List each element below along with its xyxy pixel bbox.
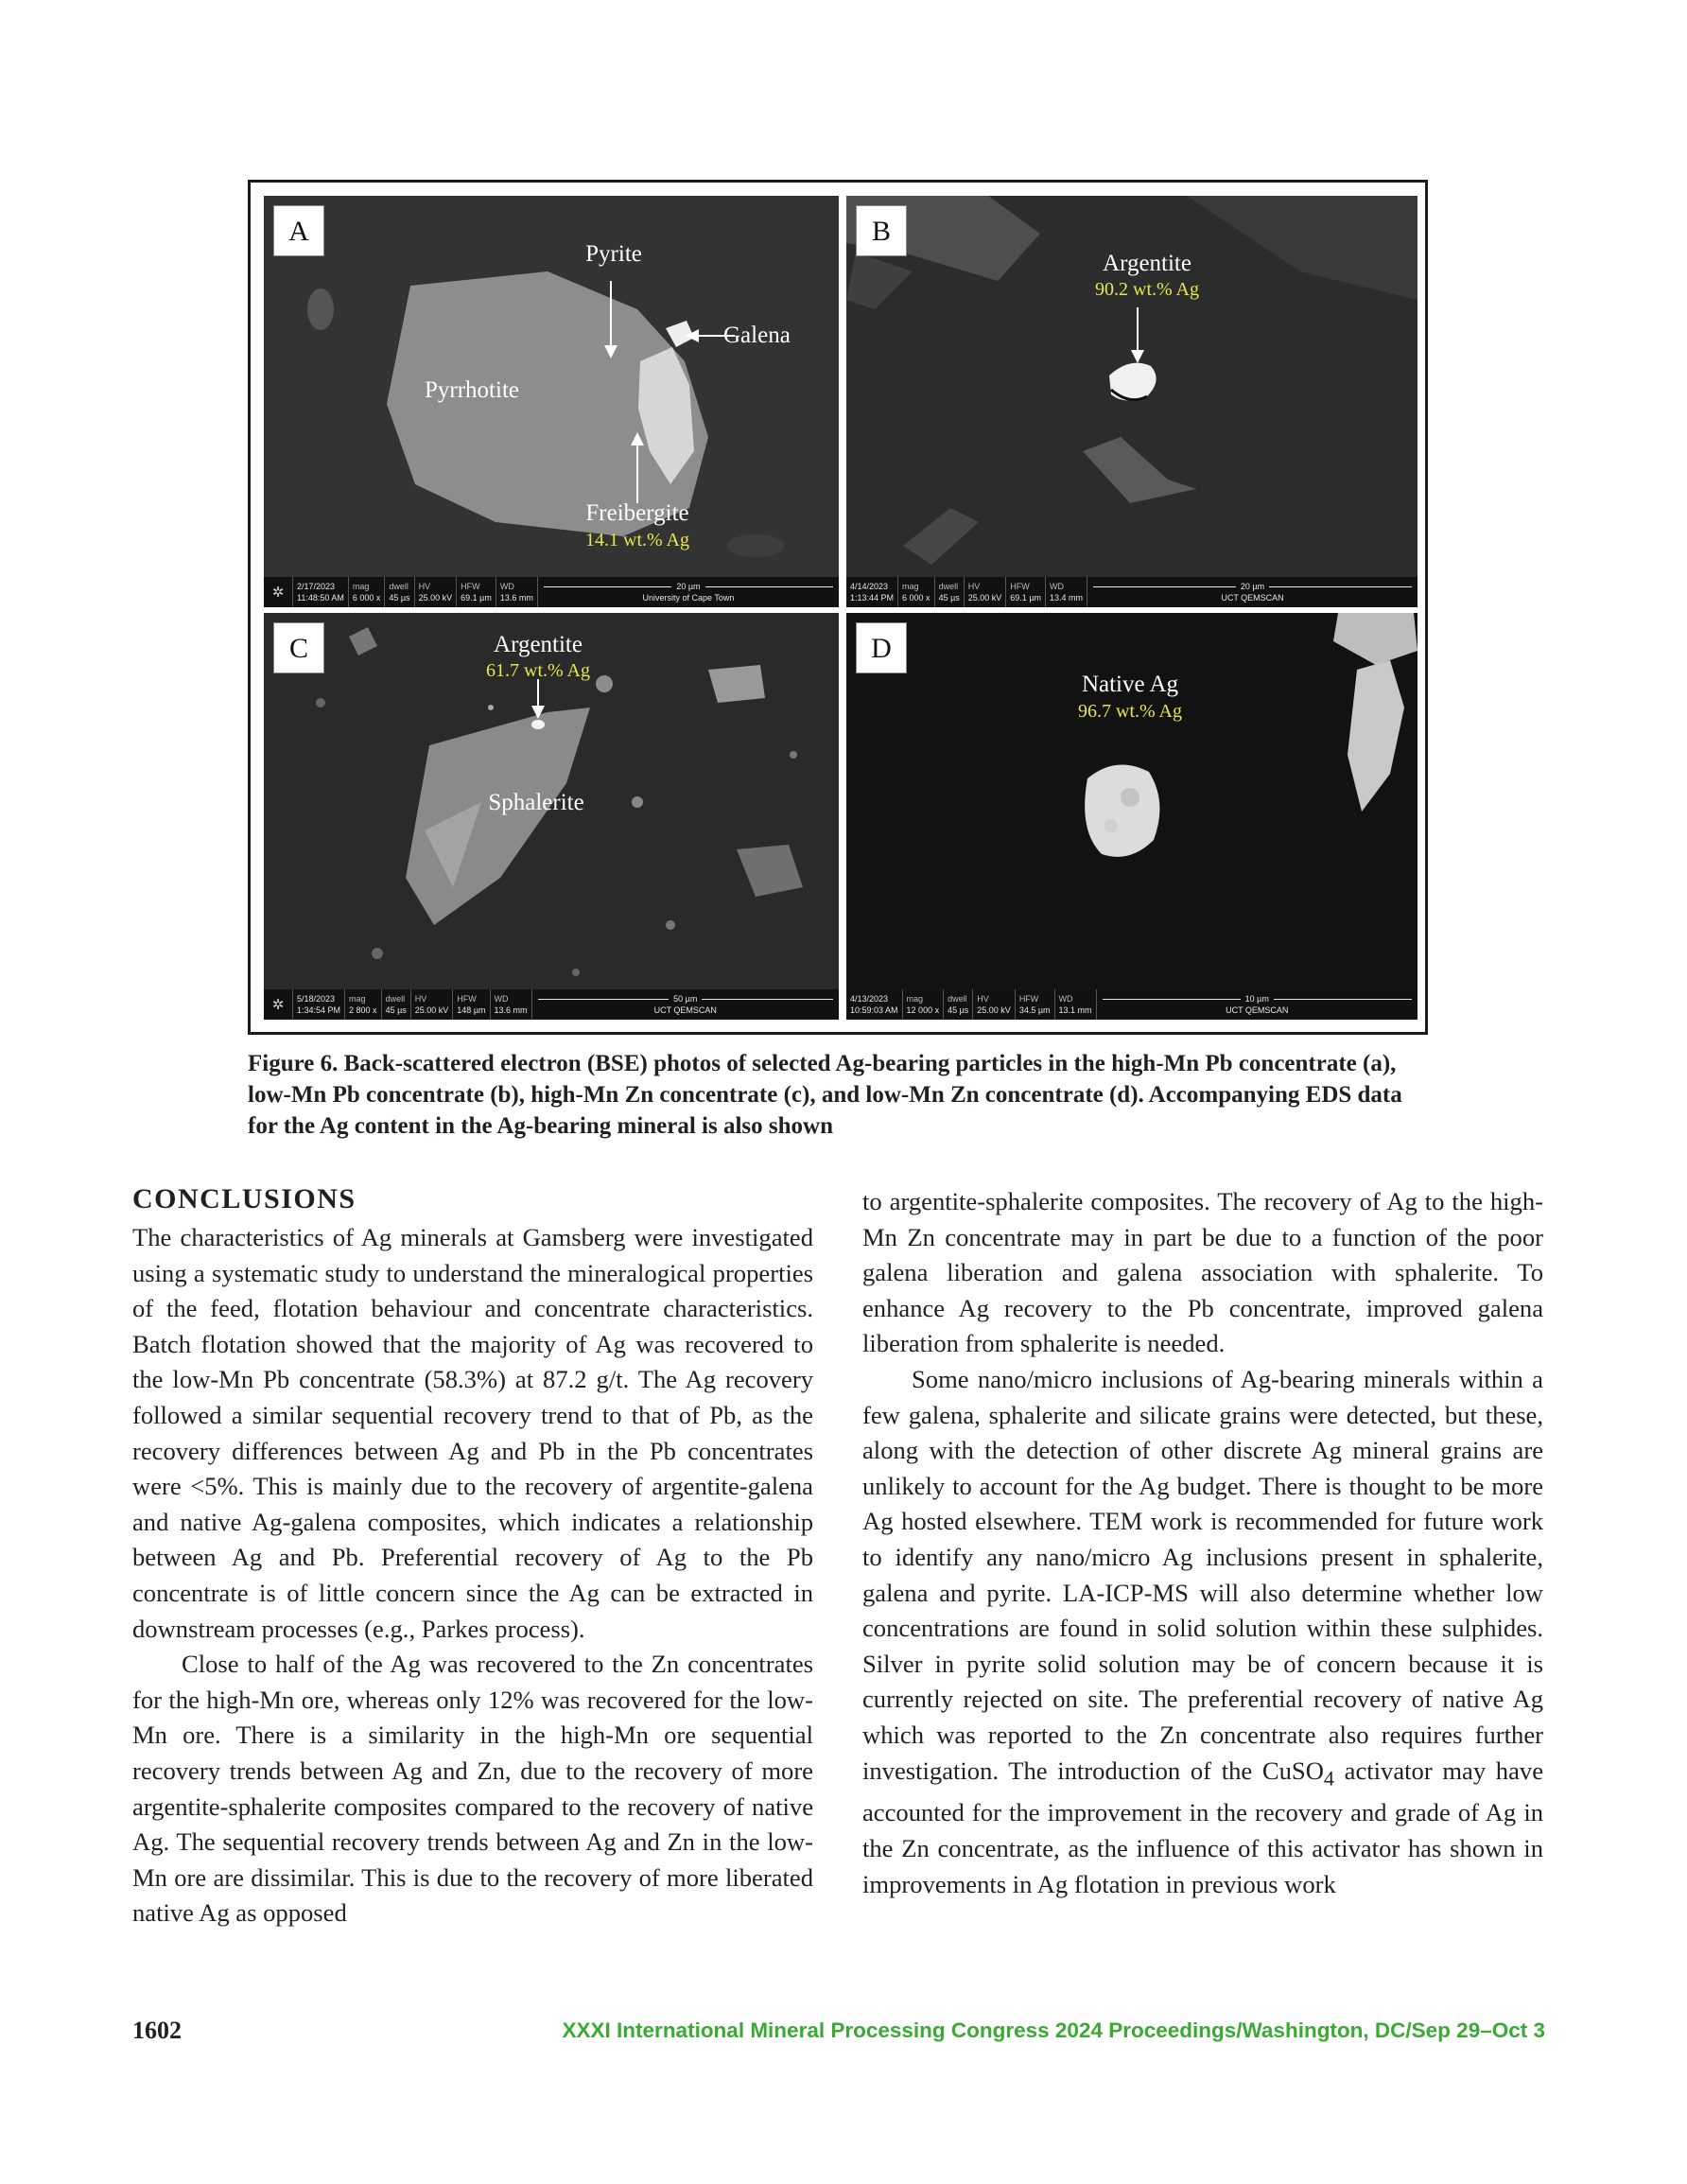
label-galena: Galena	[723, 323, 791, 348]
sem-wd: WD 13.6 mm	[491, 989, 532, 1020]
panel-letter: D	[856, 622, 907, 673]
sem-hfw: HFW 69.1 µm	[1006, 577, 1046, 607]
panel-d	[846, 613, 1417, 1020]
sem-mag: mag 6 000 x	[349, 577, 386, 607]
sem-hfw: HFW 34.5 µm	[1016, 989, 1055, 1020]
paragraph: The characteristics of Ag minerals at Gamsberg were investigated using a systematic study to understand the mineralogical properties of the feed, flotation behaviour and concentrate characteristics. Batch flotation showed that the majority of Ag was recovered to the low-Mn Pb concentrate (58.3%) at 87.2 g/t. The Ag recovery followed a similar sequential recovery trend to that of Pb, as the recovery differences between Ag and Pb in the Pb concentrates were <5%. This is mainly due to the recovery of argentite-galena and native Ag-galena composites, which indicates a relationship between Ag and Pb. Preferential recovery of Ag to the Pb concentrate is of little concern since the Ag can be extracted in downstream processes (e.g., Parkes process).	[132, 1223, 813, 1643]
subscript: 4	[1323, 1765, 1334, 1790]
panel-b	[846, 196, 1417, 607]
sem-hfw: HFW 69.1 µm	[457, 577, 496, 607]
sem-mag: mag 6 000 x	[898, 577, 935, 607]
label-pyrrhotite: Pyrrhotite	[425, 377, 519, 403]
sem-dwell: dwell 45 µs	[944, 989, 973, 1020]
fei-logo-icon: ✲	[264, 577, 293, 607]
panel-a	[264, 196, 839, 607]
panel-letter: C	[273, 622, 324, 673]
paragraph: Close to half of the Ag was recovered to the Zn concentrates for the high-Mn ore, whereas only 12% was recovered for the low-Mn ore. There is a similarity in the high-Mn ore sequential recovery trends between Ag and Zn, due to the recovery of more argentite-sphalerite composites compared to the recovery of native Ag. The sequential recovery trends between Ag and Zn in the low-Mn ore are dissimilar. This is due to the recovery of more liberated native Ag as opposed	[132, 1650, 813, 1928]
paragraph	[862, 1362, 1543, 1902]
sem-datetime: 4/13/2023 10:59:03 AM	[846, 989, 903, 1020]
sem-scale-bar: 20 µm UCT QEMSCAN	[1087, 577, 1417, 607]
panel-letter: B	[856, 205, 907, 256]
sem-datetime: 2/17/2023 11:48:50 AM	[293, 577, 349, 607]
sem-wd: WD 13.6 mm	[496, 577, 538, 607]
panel-c	[264, 613, 839, 1020]
sem-hfw: HFW 148 µm	[453, 989, 490, 1020]
sem-info-bar	[264, 989, 839, 1020]
eds-value: 96.7 wt.% Ag	[1078, 701, 1182, 722]
sem-scale-bar: 20 µm University of Cape Town	[538, 577, 839, 607]
sem-dwell: dwell 45 µs	[935, 577, 965, 607]
sem-info-bar	[846, 989, 1417, 1020]
sem-hv: HV 25.00 kV	[415, 577, 458, 607]
paragraph-text: activator may have accounted for the improvement in the recovery and grade of Ag in the Zn concentrate, as the influence of this activator has shown in improvements in Ag flotation in previous work	[862, 1756, 1543, 1898]
figure-caption: Figure 6. Back-scattered electron (BSE) photos of selected Ag-bearing particles in the high-Mn Pb concentrate (a), low-Mn Pb concentrate (b), high-Mn Zn concentrate (c), and low-Mn Zn concentrate (d). Accompanying EDS data for the Ag content in the Ag-bearing mineral is also shown	[248, 1051, 1402, 1139]
label-argentite: Argentite	[494, 632, 583, 657]
sem-dwell: dwell 45 µs	[385, 577, 414, 607]
sem-scale-bar: 50 µm UCT QEMSCAN	[532, 989, 839, 1020]
label-argentite: Argentite	[1103, 251, 1191, 276]
sem-info-bar	[264, 577, 839, 607]
eds-value: 90.2 wt.% Ag	[1095, 279, 1199, 300]
eds-value: 14.1 wt.% Ag	[585, 530, 689, 550]
label-sphalerite: Sphalerite	[488, 790, 584, 815]
label-native-ag: Native Ag	[1081, 672, 1179, 697]
left-column	[132, 1180, 813, 1931]
label-pyrite: Pyrite	[585, 241, 642, 267]
sem-mag: mag 2 800 x	[345, 989, 382, 1020]
sem-dwell: dwell 45 µs	[382, 989, 411, 1020]
page-number: 1602	[132, 2017, 182, 2044]
figure-6	[248, 180, 1428, 1035]
panel-letter: A	[273, 205, 324, 256]
sem-hv: HV 25.00 kV	[965, 577, 1007, 607]
sem-scale-bar: 10 µm UCT QEMSCAN	[1097, 989, 1417, 1020]
eds-value: 61.7 wt.% Ag	[486, 660, 590, 681]
paragraph: to argentite-sphalerite composites. The recovery of Ag to the high-Mn Zn concentrate may in part be due to a function of the poor galena liberation and galena association with sphalerite. To enhance Ag recovery to the Pb concentrate, improved galena liberation from sphalerite is needed.	[862, 1187, 1543, 1358]
sem-wd: WD 13.1 mm	[1055, 989, 1097, 1020]
paragraph-text: Some nano/micro inclusions of Ag-bearing minerals within a few galena, sphalerite and silicate grains were detected, but these, along with the detection of other discrete Ag mineral grains are unlikely to account for the Ag budget. There is thought to be more Ag hosted elsewhere. TEM work is recommended for future work to identify any nano/micro Ag inclusions present in sphalerite, galena and pyrite. LA-ICP-MS will also determine whether low concentrations are found in solid solution within these sulphides. Silver in pyrite solid solution may be of concern because it is currently rejected on site. The preferential recovery of native Ag which was reported to the Zn concentrate also requires further investigation. The introduction of the CuSO	[862, 1364, 1543, 1785]
sem-info-bar	[846, 577, 1417, 607]
proceedings-title: XXXI International Mineral Processing Congress 2024 Proceedings/Washington, DC/Sep 29–Oct 3	[562, 2018, 1545, 2042]
section-heading: CONCLUSIONS	[132, 1183, 357, 1214]
sem-mag: mag 12 000 x	[903, 989, 945, 1020]
sem-datetime: 4/14/2023 1:13:44 PM	[846, 577, 898, 607]
sem-hv: HV 25.00 kV	[973, 989, 1016, 1020]
sem-datetime: 5/18/2023 1:34:54 PM	[293, 989, 345, 1020]
panel-a-bse-image	[264, 196, 839, 607]
right-column	[862, 1184, 1543, 1902]
sem-wd: WD 13.4 mm	[1046, 577, 1087, 607]
sem-hv: HV 25.00 kV	[411, 989, 454, 1020]
label-freibergite: Freibergite	[585, 500, 689, 526]
fei-logo-icon: ✲	[264, 989, 293, 1020]
page-footer	[132, 2017, 1545, 2051]
